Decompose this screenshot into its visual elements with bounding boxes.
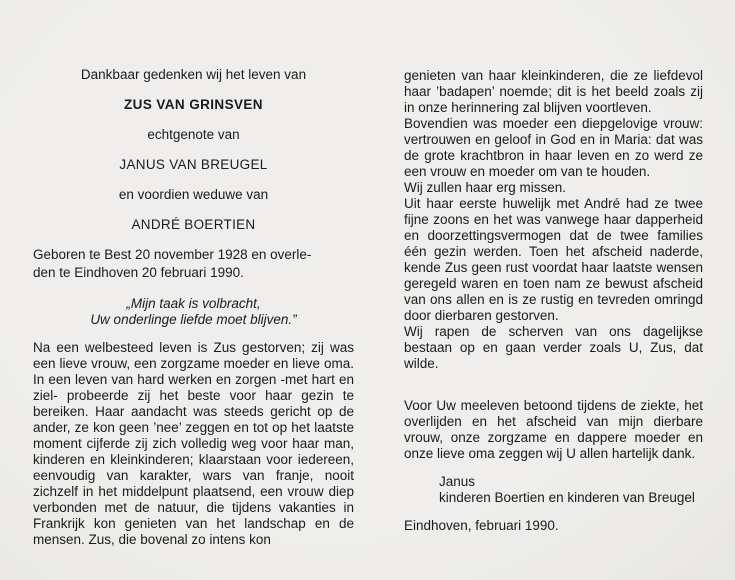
signature-line: Janus xyxy=(439,474,476,489)
right-paragraph-4: Uit haar eerste huwelijk met André had ze twee fijne zoons en het was vanwege haar dapperheid en doorzettingsvermogen dat de twee families één gezin werden. Toen het afscheid naderde, kende Zus geen rust voordat haar laatste wensen geregeld waren en toen nam ze bewust afscheid van ons allen en is ze rustig en tevreden omringd door dierbaren gestorven. xyxy=(404,196,703,323)
deceased-name: ZUS VAN GRINSVEN xyxy=(124,97,263,112)
right-paragraph-3: Wij zullen haar erg missen. xyxy=(404,180,567,195)
spouse-name-1: JANUS VAN BREUGEL xyxy=(119,157,268,172)
acknowledgement-paragraph: Voor Uw meeleven betoond tijdens de ziekte, het overlijden en het afscheid van mijn dierbare vrouw, onze zorgzame en dappere moeder en onze lieve oma zeggen wij U allen hartelijk dank. xyxy=(404,398,703,461)
relation-line-2: en voordien weduwe van xyxy=(118,187,269,202)
relation-line-1: echtgenote van xyxy=(147,127,240,142)
text-line: „Mijn taak is volbracht, xyxy=(126,296,261,311)
right-paragraph-2: Bovendien was moeder een diepgelovige vrouw: vertrouwen en geloof in God en in Maria: dat was de grote krachtbron in haar leven en zo werd ze een vrouw en moeder om van te houden. xyxy=(404,116,703,179)
intro-line: Dankbaar gedenken wij het leven van xyxy=(80,67,307,82)
text-line: den te Eindhoven 20 februari 1990. xyxy=(33,265,244,280)
left-page xyxy=(33,66,354,548)
closing-line: Eindhoven, februari 1990. xyxy=(404,518,559,533)
spouse-name-2: ANDRÉ BOERTIEN xyxy=(131,217,256,232)
right-paragraph-1: genieten van haar kleinkinderen, die ze liefdevol haar ’badapen’ noemde; dit is het beeld zoals zij in onze herinnering zal blijven voortleven. xyxy=(404,68,703,115)
right-paragraph-5: Wij rapen de scherven van ons dagelijkse bestaan op en gaan verder zoals U, Zus, dat wilde. xyxy=(404,324,703,371)
memorial-quote xyxy=(33,296,354,328)
right-page xyxy=(404,68,703,534)
text-line: Uw onderlinge liefde moet blijven.” xyxy=(90,312,297,327)
signature-line: kinderen Boertien en kinderen van Breugel xyxy=(439,490,695,505)
signature-block xyxy=(404,474,703,506)
left-body-paragraph: Na een welbesteed leven is Zus gestorven; zij was een lieve vrouw, een zorgzame moeder en lieve oma. In een leven van hard werken en zorgen -met hart en ziel- probeerde zij het beste voor haar gezin te bereiken. Haar aandacht was steeds gericht op de ander, ze kon geen ’nee’ zeggen en tot op het laatste moment cijferde zij zich volledig weg voor haar man, kinderen en kleinkinderen; klaarstaan voor iedereen, eenvoudig van karakter, wars van franje, nooit zichzelf in het middelpunt plaatsend, een vrouw diep verbonden met de natuur, die tijdens vakanties in Frankrijk kon genieten van het landschap en de mensen. Zus, die bovenal zo intens kon xyxy=(33,340,354,547)
text-line: Geboren te Best 20 november 1928 en overle- xyxy=(33,247,312,262)
birth-death-dates xyxy=(33,246,354,282)
